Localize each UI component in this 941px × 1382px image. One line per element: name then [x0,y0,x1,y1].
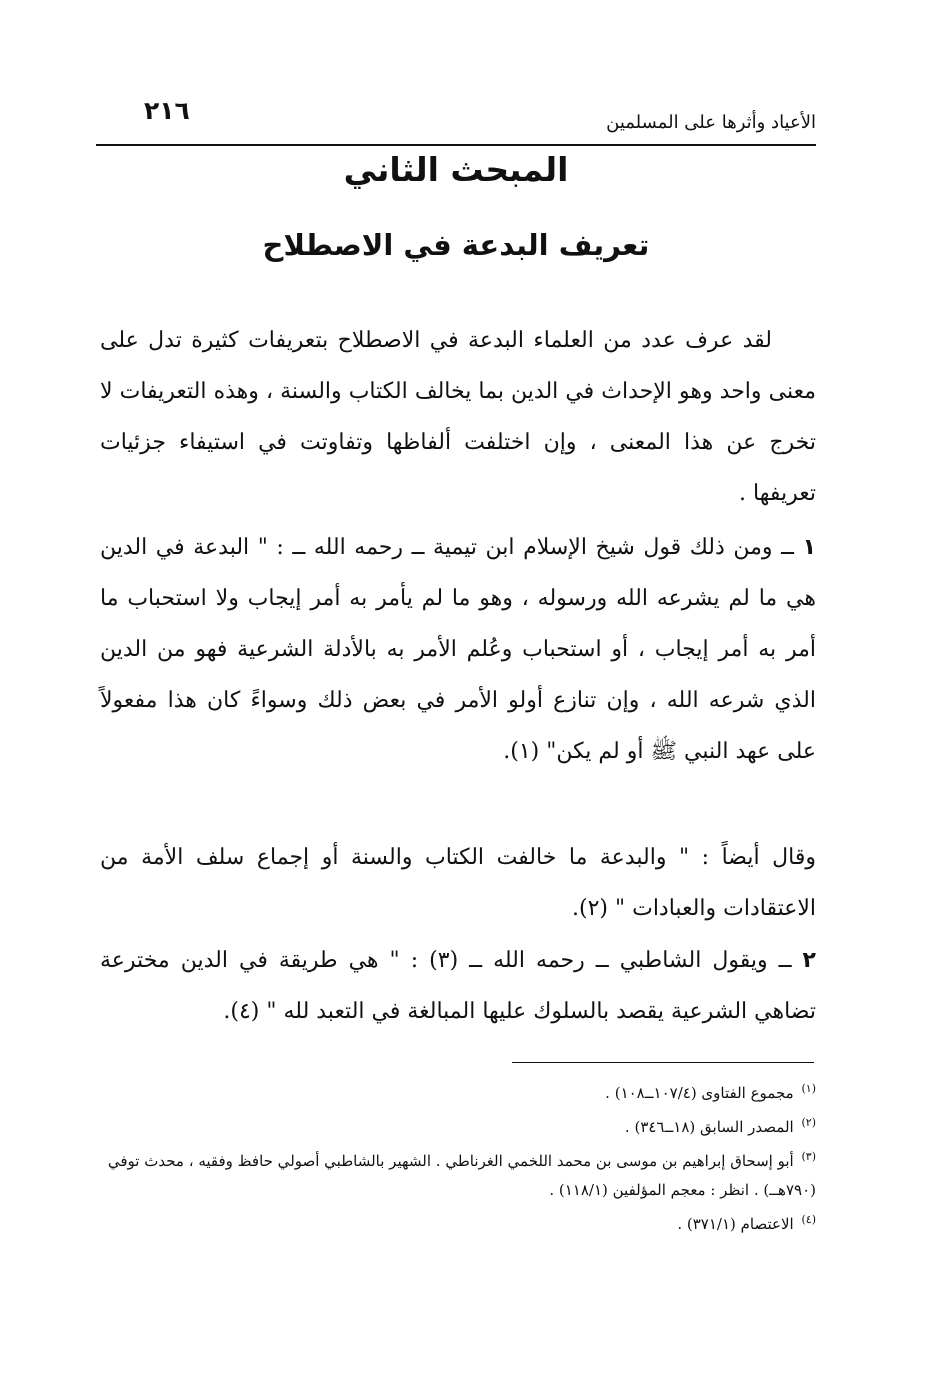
footnote [100,1205,816,1239]
footnote-marker: (٤) [801,1213,816,1226]
running-title: الأعياد وأثرها على المسلمين [606,112,816,133]
footnote-text: أبو إسحاق إبراهيم بن موسى بن محمد اللخمي الغرناطي . الشهير بالشاطبي أصولي حافظ وفقيه ، محدث توفي (٧٩٠هــ) . انظر : معجم المؤلفين (١١٨/١) . [107,1152,816,1199]
footnote [100,1142,816,1205]
item-text: ــ ومن ذلك قول شيخ الإسلام ابن تيمية ــ رحمه الله ــ : " البدعة في الدين هي ما لم يشرعه الله ورسوله ، وهو ما لم يأمر به أمر إيجاب ولا استحباب ما أمر به أمر إيجاب ، أو استحباب وعُلم الأمر به بالأدلة الشرعية فهو من الدين الذي شرعه الله ، وإن تنازع أولو الأمر في بعض ذلك وسواءً كان هذا مفعولاً على عهد النبي ﷺ أو لم يكن" (١). [100,535,816,764]
page-number: ٢١٦ [144,96,190,125]
intro-paragraph: لقد عرف عدد من العلماء البدعة في الاصطلاح بتعريفات كثيرة تدل على معنى واحد وهو الإحداث في الدين بما يخالف الكتاب والسنة ، وهذه التعريفات لا تخرج عن هذا المعنى ، وإن اختلفت ألفاظها وتفاوتت في استيفاء جزئيات تعريفها . [100,328,816,506]
footnote-text: المصدر السابق (١٨ــ٣٤٦) . [624,1118,794,1136]
numbered-item-1 [100,522,816,777]
footnote-text: مجموع الفتاوى (١٠٧/٤ــ١٠٨) . [605,1084,794,1102]
header-rule [96,144,816,146]
page-header [96,92,816,146]
footnotes [100,1074,816,1239]
footnote-rule [512,1062,814,1063]
section-title: تعريف البدعة في الاصطلاح [262,228,650,262]
numbered-item-2 [100,935,816,1037]
footnote [100,1074,816,1108]
footnote [100,1108,816,1142]
footnote-marker: (٢) [801,1116,816,1129]
footnote-marker: (٣) [801,1150,816,1163]
item-text: ــ ويقول الشاطبي ــ رحمه الله ــ (٣) : " هي طريقة في الدين مخترعة تضاهي الشرعية يقصد بالسلوك عليها المبالغة في التعبد لله " (٤). [100,948,816,1024]
quote-continuation: وقال أيضاً : " والبدعة ما خالفت الكتاب والسنة أو إجماع سلف الأمة من الاعتقادات والعبادات " (٢). [100,845,816,921]
footnote-marker: (١) [801,1082,816,1095]
item-number: ٢ [802,948,816,973]
chapter-heading: المبحث الثاني [343,150,569,189]
footnote-text: الاعتصام (٣٧١/١) . [677,1215,794,1233]
item-number: ١ [802,535,817,560]
